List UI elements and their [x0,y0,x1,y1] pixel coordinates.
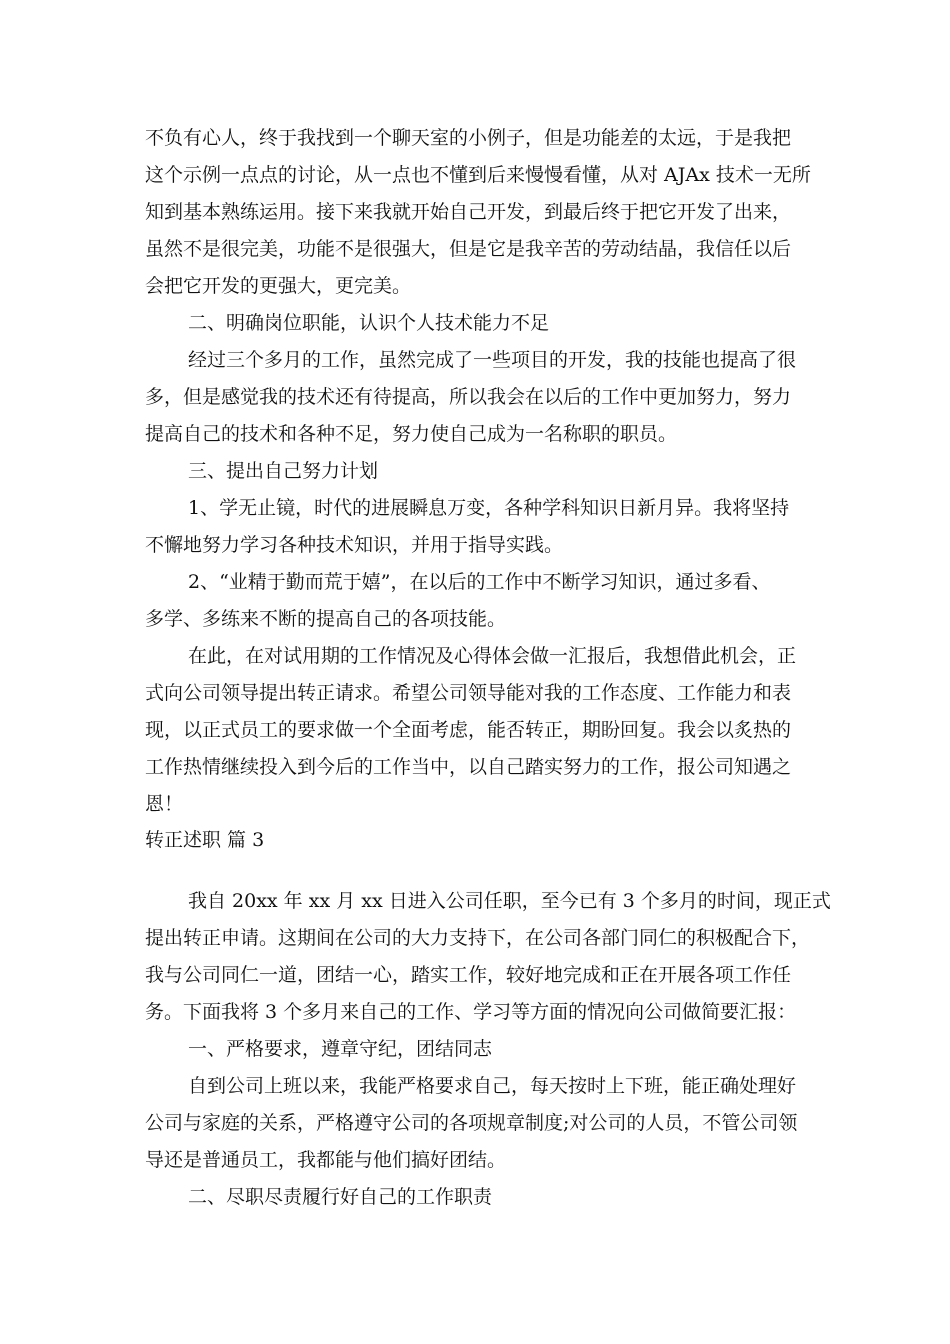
text-line: 务。下面我将 3 个多月来自己的工作、学习等方面的情况向公司做简要汇报： [145,1001,797,1023]
section-heading: 三、提出自己努力计划 [188,460,379,482]
section-heading: 二、明确岗位职能，认识个人技术能力不足 [188,312,550,334]
text-line: 这个示例一点点的讨论，从一点也不懂到后来慢慢看懂，从对 AJAx 技术一无所 [145,164,811,186]
text-line: 工作热情继续投入到今后的工作当中，以自己踏实努力的工作，报公司知遇之 [145,756,792,778]
text-line: 现，以正式员工的要求做一个全面考虑，能否转正，期盼回复。我会以炙热的 [145,719,792,741]
section-heading: 一、严格要求，遵章守纪，团结同志 [188,1038,493,1060]
section-heading: 二、尽职尽责履行好自己的工作职责 [188,1186,493,1208]
text-line: 多学、多练来不断的提高自己的各项技能。 [145,608,507,630]
text-line: 提高自己的技术和各种不足，努力使自己成为一名称职的职员。 [145,423,678,445]
text-line: 我与公司同仁一道，团结一心，踏实工作，较好地完成和正在开展各项工作任 [145,964,792,986]
text-line: 提出转正申请。这期间在公司的大力支持下，在公司各部门同仁的积极配合下， [145,927,811,949]
text-line: 2、“业精于勤而荒于嬉”，在以后的工作中不断学习知识，通过多看、 [188,571,771,593]
text-line: 不懈地努力学习各种技术知识，并用于指导实践。 [145,534,564,556]
text-line: 恩！ [145,793,184,815]
text-line: 式向公司领导提出转正请求。希望公司领导能对我的工作态度、工作能力和表 [145,682,792,704]
text-line: 知到基本熟练运用。接下来我就开始自己开发，到最后终于把它开发了出来， [145,201,792,223]
text-line: 导还是普通员工，我都能与他们搞好团结。 [145,1149,507,1171]
text-line: 在此，在对试用期的工作情况及心得体会做一汇报后，我想借此机会，正 [188,645,797,667]
text-line: 多，但是感觉我的技术还有待提高，所以我会在以后的工作中更加努力，努力 [145,386,792,408]
text-line: 1、学无止镜，时代的进展瞬息万变，各种学科知识日新月异。我将坚持 [188,497,790,519]
text-line: 会把它开发的更强大，更完美。 [145,275,412,297]
text-line: 不负有心人，终于我找到一个聊天室的小例子，但是功能差的太远，于是我把 [145,127,792,149]
text-line: 自到公司上班以来，我能严格要求自己，每天按时上下班，能正确处理好 [188,1075,797,1097]
text-line: 我自 20xx 年 xx 月 xx 日进入公司任职，至今已有 3 个多月的时间，现正式 [188,890,831,912]
text-line: 虽然不是很完美，功能不是很强大，但是它是我辛苦的劳动结晶，我信任以后 [145,238,792,260]
text-line: 经过三个多月的工作，虽然完成了一些项目的开发，我的技能也提高了很 [188,349,797,371]
text-line: 公司与家庭的关系，严格遵守公司的各项规章制度;对公司的人员，不管公司领 [145,1112,798,1134]
article-title: 转正述职 篇 3 [145,829,265,851]
